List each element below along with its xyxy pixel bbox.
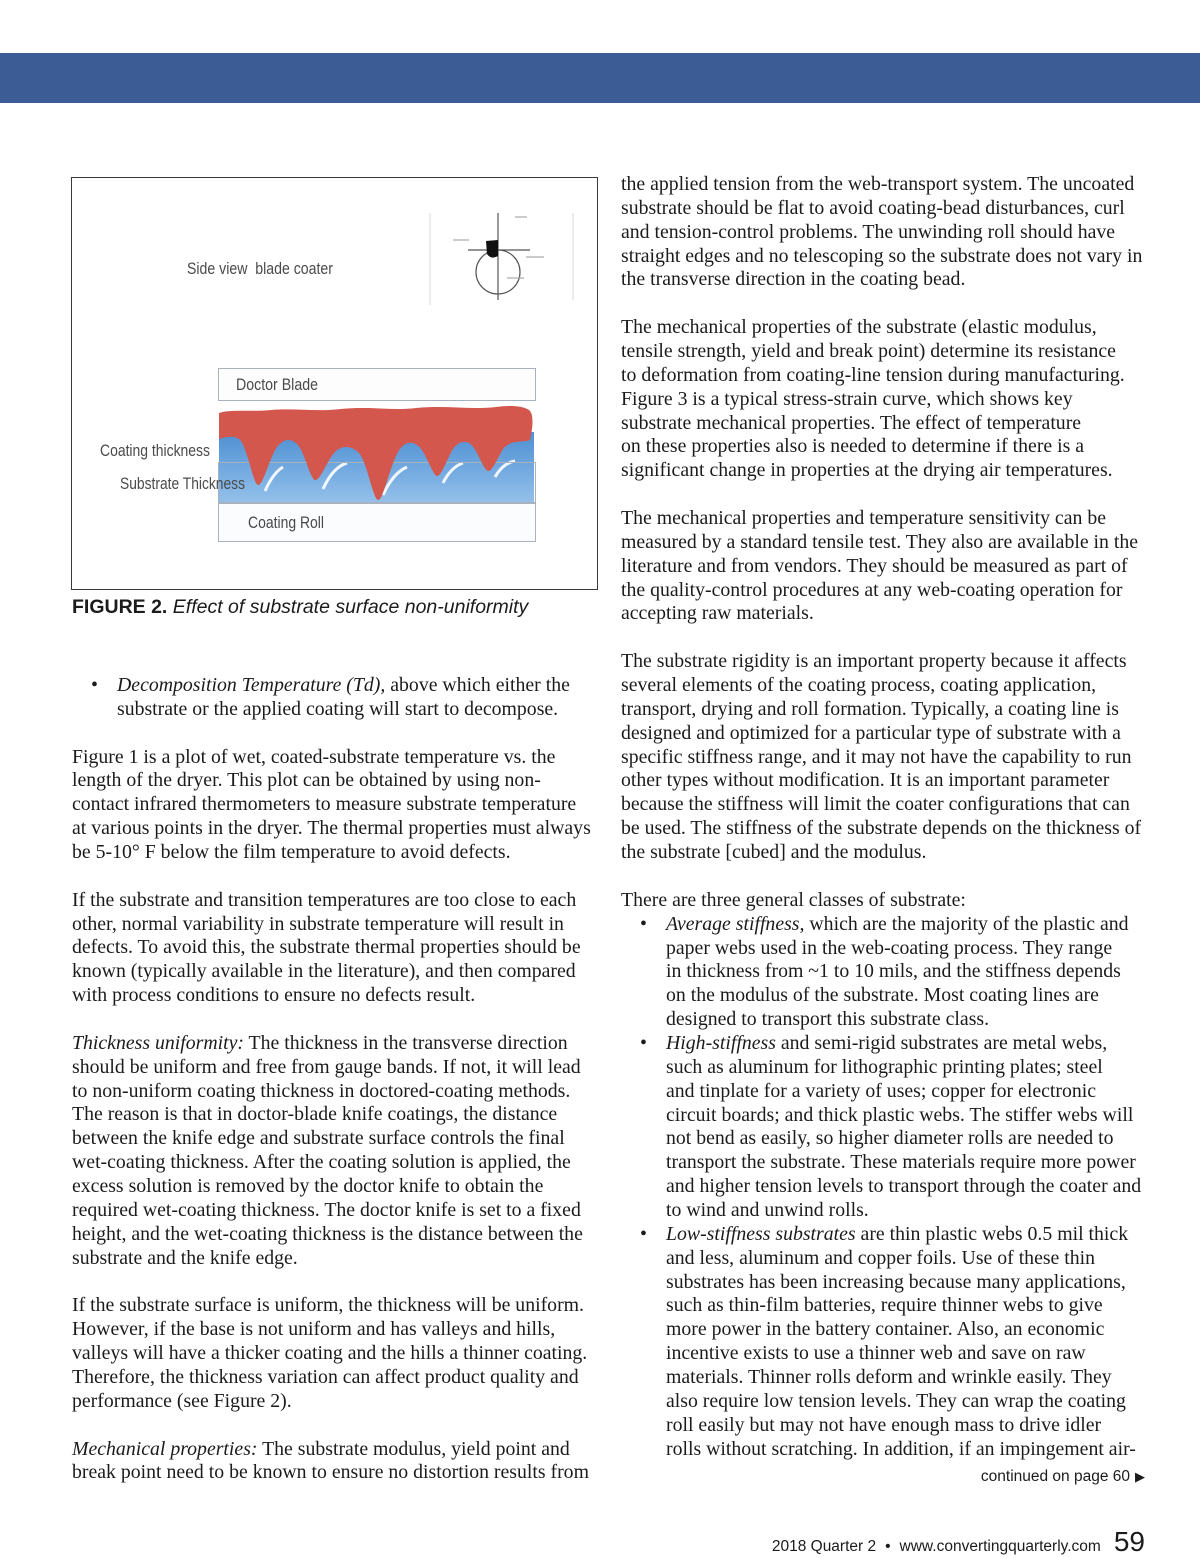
line-text: literature and from vendors. They should be measured as part of [621, 554, 1128, 577]
text-line [72, 1318, 612, 1342]
line-text: The substrate modulus, yield point and [257, 1437, 570, 1460]
text-line [621, 841, 1181, 865]
text-line [621, 674, 1181, 698]
line-text: also require low tension levels. They can wrap the coating [666, 1389, 1126, 1412]
text-line [72, 1390, 612, 1414]
text-line [666, 1199, 1181, 1223]
line-text: to wind and unwind rolls. [666, 1198, 869, 1221]
text-line [621, 769, 1181, 793]
text-line [621, 459, 1181, 483]
footer-issue: 2018 Quarter 2 [771, 1538, 877, 1555]
line-text: between the knife edge and substrate surface controls the final [72, 1127, 565, 1150]
line-text: be used. The stiffness of the substrate depends on the thickness of [621, 817, 1142, 840]
text-line [666, 1390, 1181, 1414]
line-text: other, normal variability in substrate temperature will result in [72, 912, 564, 935]
line-text: in thickness from ~1 to 10 mils, and the stiffness depends [666, 960, 1121, 983]
text-line [72, 1247, 612, 1271]
paragraph [621, 173, 1181, 292]
text-line [666, 1247, 1181, 1271]
line-text: Therefore, the thickness variation can affect product quality and [72, 1365, 579, 1388]
continued-text: continued on page 60 [980, 1468, 1130, 1485]
text-line [666, 913, 1181, 937]
text-line [621, 197, 1181, 221]
line-text: tensile strength, yield and break point) determine its resistance [621, 340, 1116, 363]
line-text: substrates has been increasing because many applications, [666, 1270, 1126, 1293]
line-text: wet-coating thickness. After the coating solution is applied, the [72, 1151, 571, 1174]
line-text: to deformation from coating-line tension during manufacturing. [621, 363, 1125, 386]
line-text: required wet-coating thickness. The doctor knife is set to a fixed [72, 1198, 581, 1221]
text-line [666, 1271, 1181, 1295]
line-text: significant change in properties at the drying air temperatures. [621, 459, 1113, 482]
text-line [621, 173, 1181, 197]
text-line [72, 960, 612, 984]
right-column [621, 173, 1181, 1485]
line-text: and semi-rigid substrates are metal webs, [775, 1031, 1108, 1054]
text-line [666, 1438, 1181, 1462]
italic-lead: Decomposition Temperature (Td), [117, 674, 386, 696]
line-text: substrate mechanical properties. The effect of temperature [621, 411, 1082, 434]
text-line [621, 650, 1181, 674]
text-line [621, 531, 1181, 555]
bullet-list [621, 889, 1181, 1462]
text-line [72, 889, 612, 913]
line-text: The reason is that in doctor-blade knife coatings, the distance [72, 1103, 558, 1126]
text-line [621, 316, 1181, 340]
text-line [72, 769, 612, 793]
text-line [621, 579, 1181, 603]
paragraph [72, 1032, 612, 1271]
italic-lead: Mechanical properties: [72, 1437, 258, 1460]
text-line [72, 1223, 612, 1247]
line-text: The substrate rigidity is an important property because it affects [621, 650, 1127, 673]
line-text: height, and the wet-coating thickness is the distance between the [72, 1222, 583, 1245]
text-line [621, 746, 1181, 770]
line-text: If the substrate and transition temperatures are too close to each [72, 888, 577, 911]
paragraph [72, 889, 612, 1008]
text-line [666, 1104, 1181, 1128]
line-text: incentive exists to use a thinner web and save on raw [666, 1342, 1086, 1365]
text-line [666, 1294, 1181, 1318]
text-line [621, 364, 1181, 388]
line-text: transport the substrate. These materials require more power [666, 1151, 1136, 1174]
text-line [666, 1080, 1181, 1104]
line-text: materials. Thinner rolls deform and wrinkle easily. They [666, 1365, 1112, 1388]
footer-website: www.convertingquarterly.com [899, 1538, 1101, 1555]
continued-note [981, 1466, 1145, 1488]
line-text: on these properties also is needed to determine if there is a [621, 435, 1085, 458]
text-line [72, 817, 612, 841]
header-band [0, 53, 1200, 103]
footer-separator: • [885, 1538, 891, 1555]
text-line [666, 937, 1181, 961]
text-line [621, 268, 1181, 292]
text-line [72, 1056, 612, 1080]
paragraph [621, 507, 1181, 626]
text-line [72, 746, 612, 770]
doctor-blade-label: Doctor Blade [236, 375, 318, 394]
line-text: and tinplate for a variety of uses; copper for electronic [666, 1079, 1097, 1102]
text-line [621, 555, 1181, 579]
text-line [666, 1056, 1181, 1080]
line-text: measured by a standard tensile test. They also are available in the [621, 530, 1139, 553]
text-line [621, 388, 1181, 412]
blade-coater-diagram [71, 177, 598, 590]
line-text: other types without modification. It is an important parameter [621, 769, 1110, 792]
line-text: excess solution is removed by the doctor knife to obtain the [72, 1175, 544, 1198]
text-line [666, 1127, 1181, 1151]
text-line [72, 841, 612, 865]
text-line [621, 507, 1181, 531]
line-text: designed to transport this substrate class. [666, 1008, 990, 1031]
line-text: and higher tension levels to transport through the coater and [666, 1175, 1142, 1198]
page-footer [771, 1526, 1145, 1557]
line-text: length of the dryer. This plot can be obtained by using non- [72, 769, 541, 792]
line-text: substrate and the knife edge. [72, 1246, 298, 1269]
list-intro: There are three general classes of substrate: [621, 888, 966, 911]
line-text: which are the majority of the plastic and [804, 912, 1129, 935]
mini-blade-shape [486, 240, 498, 258]
line-text: the substrate [cubed] and the modulus. [621, 841, 927, 864]
line-text: The thickness in the transverse direction [243, 1031, 568, 1054]
text-line [72, 1175, 612, 1199]
text-line [72, 1151, 612, 1175]
text-line [72, 984, 612, 1008]
text-line [72, 913, 612, 937]
line-text: transport, drying and roll formation. Typically, a coating line is [621, 697, 1119, 720]
line-text: specific stiffness range, and it may not have the capability to run [621, 745, 1132, 768]
text-line [621, 245, 1181, 269]
text-line [621, 221, 1181, 245]
line-text: substrate or the applied coating will start to decompose. [117, 697, 559, 720]
figure-caption [72, 595, 528, 619]
line-text: Figure 1 is a plot of wet, coated-substrate temperature vs. the [72, 745, 556, 768]
text-line [621, 435, 1181, 459]
italic-lead: Low-stiffness substrates [666, 1222, 856, 1245]
italic-lead: Average stiffness, [666, 912, 805, 935]
line-text: to non-uniform coating thickness in doctored-coating methods. [72, 1079, 571, 1102]
text-line [72, 1199, 612, 1223]
left-column [72, 674, 612, 1509]
line-text: several elements of the coating process, coating application, [621, 674, 1097, 697]
text-line [621, 793, 1181, 817]
text-line [666, 1414, 1181, 1438]
text-line [621, 340, 1181, 364]
text-line [72, 1366, 612, 1390]
italic-lead: High-stiffness [666, 1031, 776, 1054]
caption-label: FIGURE 2. [72, 596, 168, 618]
line-text: substrate should be flat to avoid coating-bead disturbances, curl [621, 196, 1125, 219]
text-line [666, 1223, 1181, 1247]
text-line [666, 1366, 1181, 1390]
line-text: The mechanical properties of the substrate (elastic modulus, [621, 316, 1097, 339]
line-text: be 5-10° F below the film temperature to avoid defects. [72, 841, 511, 864]
substrate-thickness-label: Substrate Thickness [120, 474, 245, 493]
bullet-marker: • [640, 1222, 647, 1245]
text-line [621, 602, 1181, 626]
page-number: 59 [1113, 1526, 1145, 1557]
line-text: at various points in the dryer. The thermal properties must always [72, 817, 591, 840]
text-line [666, 1318, 1181, 1342]
line-text: straight edges and no telescoping so the substrate does not vary in [621, 244, 1143, 267]
text-line [666, 984, 1181, 1008]
text-line [666, 960, 1181, 984]
list-item [621, 913, 1181, 1032]
line-text: designed and optimized for a particular type of substrate with a [621, 721, 1121, 744]
line-text: and less, aluminum and copper foils. Use of these thin [666, 1246, 1096, 1269]
text-line [621, 817, 1181, 841]
text-line [621, 722, 1181, 746]
line-text: roll easily but may not have enough mass to drive idler [666, 1413, 1102, 1436]
line-text: with process conditions to ensure no defects result. [72, 984, 476, 1007]
text-line [666, 1008, 1181, 1032]
text-line [72, 1032, 612, 1056]
arrow-right-icon: ▶ [1135, 1469, 1145, 1484]
text-line [72, 1461, 612, 1485]
text-line [666, 1342, 1181, 1366]
text-line [621, 412, 1181, 436]
text-line [666, 1032, 1181, 1056]
list-item [72, 674, 612, 722]
line-text: are thin plastic webs 0.5 mil thick [855, 1222, 1129, 1245]
bullet-marker: • [640, 912, 647, 935]
diagram-title: Side view blade coater [187, 259, 334, 278]
line-text: contact infrared thermometers to measure substrate temperature [72, 793, 577, 816]
list-item [621, 1223, 1181, 1462]
text-line [666, 1175, 1181, 1199]
text-line [621, 698, 1181, 722]
text-line [72, 936, 612, 960]
line-text: such as thin-film batteries, require thinner webs to give [666, 1294, 1103, 1317]
line-text: The mechanical properties and temperature sensitivity can be [621, 507, 1106, 530]
paragraph [72, 1294, 612, 1413]
text-line [72, 1342, 612, 1366]
text-line [666, 1151, 1181, 1175]
line-text: If the substrate surface is uniform, the thickness will be uniform. [72, 1294, 584, 1317]
line-text: Figure 3 is a typical stress-strain curve, which shows key [621, 387, 1073, 410]
line-text: above which either the [385, 674, 570, 696]
text-line [72, 1294, 612, 1318]
line-text: paper webs used in the web-coating process. They range [666, 936, 1113, 959]
figure-2 [71, 177, 598, 590]
line-text: the applied tension from the web-transport system. The uncoated [621, 173, 1135, 195]
line-text: such as aluminum for lithographic printing plates; steel [666, 1055, 1103, 1078]
line-text: and tension-control problems. The unwinding roll should have [621, 220, 1116, 243]
text-line [72, 1438, 612, 1462]
line-text: on the modulus of the substrate. Most coating lines are [666, 984, 1099, 1007]
line-text: accepting raw materials. [621, 602, 814, 625]
bullet-marker: • [640, 1031, 647, 1054]
line-text: defects. To avoid this, the substrate thermal properties should be [72, 936, 581, 959]
line-text: circuit boards; and thick plastic webs. The stiffer webs will [666, 1103, 1134, 1126]
line-text: rolls without scratching. In addition, if an impingement air- [666, 1437, 1136, 1460]
line-text: not bend as easily, so higher diameter rolls are needed to [666, 1127, 1114, 1150]
text-line [117, 698, 612, 722]
text-line [72, 1080, 612, 1104]
bullet-list [72, 674, 612, 722]
line-text: However, if the base is not uniform and has valleys and hills, [72, 1318, 556, 1341]
paragraph [621, 316, 1181, 483]
paragraph [72, 1438, 612, 1486]
text-line [72, 793, 612, 817]
text-line [117, 674, 612, 698]
text-line [72, 1103, 612, 1127]
caption-text: Effect of substrate surface non-uniformity [172, 596, 529, 618]
bullet-marker: • [91, 674, 98, 696]
line-text: performance (see Figure 2). [72, 1389, 292, 1412]
line-text: because the stiffness will limit the coater configurations that can [621, 793, 1130, 816]
line-text: the transverse direction in the coating bead. [621, 268, 966, 291]
italic-lead: Thickness uniformity: [72, 1031, 244, 1054]
line-text: break point need to be known to ensure no distortion results from [72, 1461, 589, 1484]
line-text: valleys will have a thicker coating and the hills a thinner coating. [72, 1342, 588, 1365]
line-text: the quality-control procedures at any web-coating operation for [621, 578, 1123, 601]
paragraph [72, 746, 612, 865]
text-line [72, 1127, 612, 1151]
paragraph [621, 650, 1181, 865]
line-text: known (typically available in the literature), and then compared [72, 960, 576, 983]
line-text: should be uniform and free from gauge bands. If not, it will lead [72, 1055, 581, 1078]
line-text: more power in the battery container. Also, an economic [666, 1318, 1105, 1341]
coating-roll-label: Coating Roll [248, 513, 324, 532]
coating-thickness-label: Coating thickness [100, 441, 210, 460]
list-item [621, 1032, 1181, 1223]
